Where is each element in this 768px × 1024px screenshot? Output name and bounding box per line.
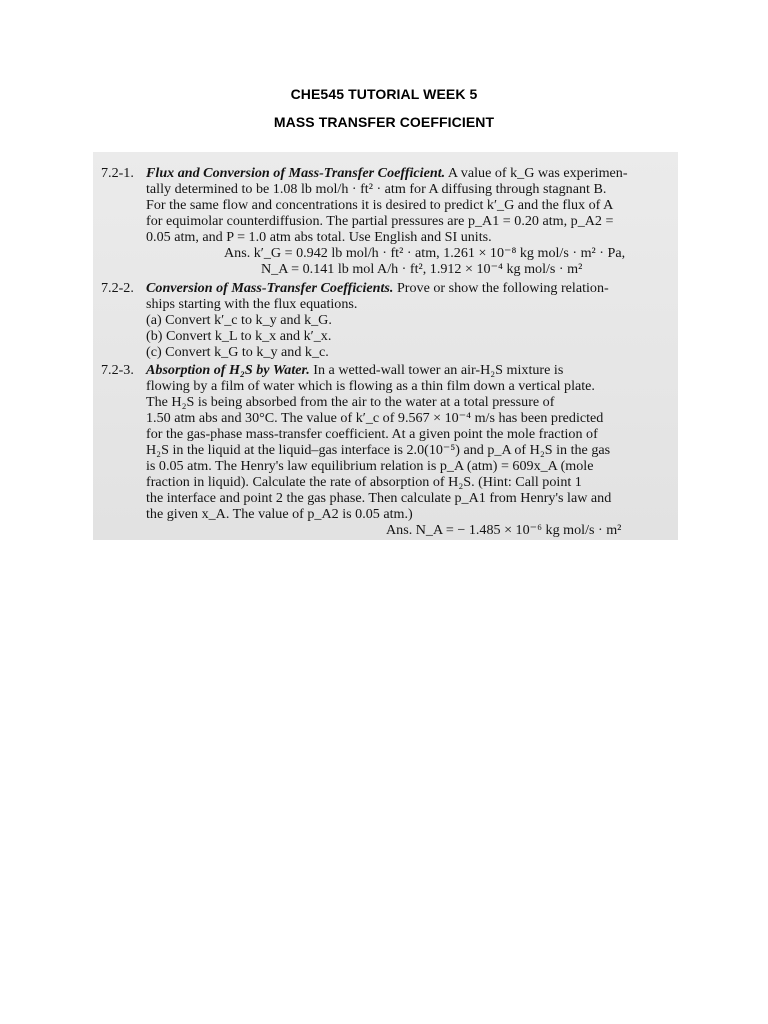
problem-7-2-3: [101, 362, 671, 538]
problem-line: ships starting with the flux equations.: [146, 296, 358, 312]
problem-line: [146, 280, 671, 296]
answer-line: N_A = 0.141 lb mol A/h · ft², 1.912 × 10⁻⁴ kg mol/s · m²: [261, 261, 583, 277]
problem-line: 1.50 atm abs and 30°C. The value of k′_c of 9.567 × 10⁻⁴ m/s has been predicted: [146, 410, 604, 426]
problem-heading: Flux and Conversion of Mass-Transfer Coefficient.: [146, 165, 446, 181]
problem-number: 7.2-1.: [101, 165, 134, 181]
problem-line: flowing by a film of water which is flowing as a thin film down a vertical plate.: [146, 378, 595, 394]
problem-line: H₂S in the liquid at the liquid–gas interface is 2.0(10⁻⁵) and p_A of H₂S in the gas: [146, 442, 611, 458]
page-title: CHE545 TUTORIAL WEEK 5: [290, 86, 478, 102]
problem-line: the given x_A. The value of p_A2 is 0.05 atm.): [146, 506, 413, 522]
problem-line-text: Prove or show the following relation-: [393, 280, 609, 296]
problem-line: 0.05 atm, and P = 1.0 atm abs total. Use English and SI units.: [146, 229, 492, 245]
problem-number: 7.2-3.: [101, 362, 134, 378]
problem-line-text: A value of k_G was experimen-: [445, 165, 628, 181]
problem-line: (c) Convert k_G to k_y and k_c.: [146, 344, 329, 360]
problem-line: for the gas-phase mass-transfer coefficient. At a given point the mole fraction of: [146, 426, 598, 442]
problem-heading: Absorption of H₂S by Water.: [146, 362, 310, 378]
problem-line: [146, 362, 671, 378]
answer-line: Ans. N_A = − 1.485 × 10⁻⁶ kg mol/s · m²: [386, 522, 622, 538]
problem-7-2-1: [101, 165, 671, 277]
problem-line-text: In a wetted-wall tower an air-H₂S mixture is: [309, 362, 564, 378]
problem-line: is 0.05 atm. The Henry's law equilibrium relation is p_A (atm) = 609x_A (mole: [146, 458, 594, 474]
problem-line: (a) Convert k′_c to k_y and k_G.: [146, 312, 332, 328]
scanned-problems-image: [93, 152, 678, 540]
problem-line: For the same flow and concentrations it is desired to predict k′_G and the flux of A: [146, 197, 614, 213]
problem-line: fraction in liquid). Calculate the rate of absorption of H₂S. (Hint: Call point 1: [146, 474, 582, 490]
problem-line: The H₂S is being absorbed from the air to the water at a total pressure of: [146, 394, 555, 410]
problem-line: (b) Convert k_L to k_x and k′_x.: [146, 328, 332, 344]
problem-line: [146, 165, 671, 181]
answer-line: Ans. k′_G = 0.942 lb mol/h · ft² · atm, 1.261 × 10⁻⁸ kg mol/s · m² · Pa,: [224, 245, 626, 261]
problem-heading: Conversion of Mass-Transfer Coefficients.: [146, 280, 394, 296]
problem-7-2-2: [101, 280, 671, 360]
problem-number: 7.2-2.: [101, 280, 134, 296]
problem-line: for equimolar counterdiffusion. The partial pressures are p_A1 = 0.20 atm, p_A2 =: [146, 213, 614, 229]
problem-line: the interface and point 2 the gas phase. Then calculate p_A1 from Henry's law and: [146, 490, 612, 506]
problem-line: tally determined to be 1.08 lb mol/h · ft² · atm for A diffusing through stagnant B.: [146, 181, 607, 197]
page-subtitle: MASS TRANSFER COEFFICIENT: [273, 114, 495, 130]
